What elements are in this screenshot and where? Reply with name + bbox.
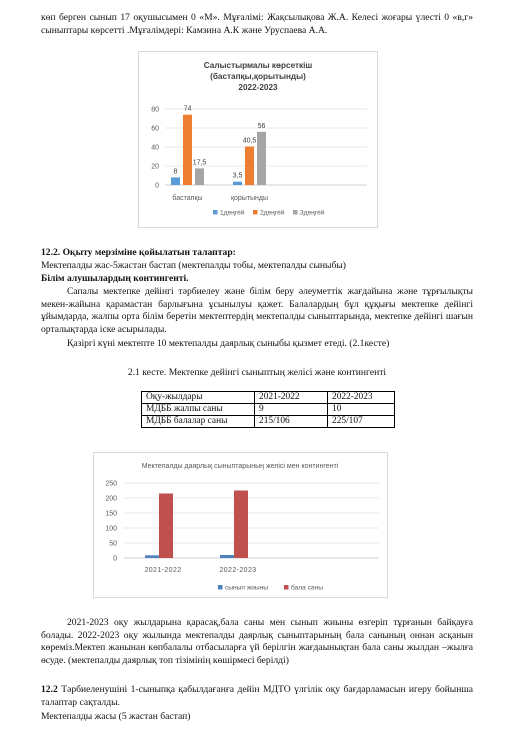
y-tick-label: 200 [105,495,117,503]
chart-title: Салыстырмалы көрсеткіш [203,61,313,70]
bar [171,177,180,185]
legend-swatch [293,210,298,215]
bar [183,115,192,185]
legend-swatch [218,585,223,590]
section2-number: 12.2 [41,684,58,695]
y-tick-label: 50 [109,540,117,548]
y-tick-label: 0 [113,555,117,563]
legend-swatch [284,585,289,590]
table-header-cell: Оқу-жылдары [142,392,255,404]
chart-contingent [93,452,388,598]
x-tick-label: 2022-2023 [219,567,257,574]
chart-comparative [138,51,378,228]
table-header-cell: 2022-2023 [328,392,395,404]
y-tick-label: 0 [155,182,159,190]
chart-contingent-svg [94,453,387,597]
bar [245,147,254,185]
table-row [142,404,395,416]
chart-comparative-svg [139,52,377,227]
paragraph-analysis: 2021-2023 оқу жылдарына қарасақ,бала саны мен сынып жиыны өзгеріп тұрғанын байқауға болады. 2022-2023 оқу жылында мектепалды даярлық сыныптарының бала санының оннан асқанын көреміз.Мектеп жанынан көпбалалы отбасыларға үй берілгін жағдаынықтан бала саны жылдан –жылға өсуде. (мектепалды даярлық топ тізімінің көшірмесі берілді) [41,617,473,666]
legend-label: бала саны [291,584,323,592]
table-cell: 215/106 [255,416,328,428]
legend-swatch [253,210,258,215]
paragraph-quality: Сапалы мектепке дейінгі тәрбиелеу және білім беру әлеуметтік жағдайына және тұрғылықты мекен-жайына қарамастан барлығына ұсынылуы қажет. Балалардың бұл құқығы мектепке дейінгі ұйымдарда, жалпы орта білім беретін мектептердің мектепалды сыныптарында, мектепке дейінгі шағын орталықтарда іске асырылады. [41,286,473,335]
bar [234,491,248,559]
legend-label: 3деңгей [300,209,325,217]
bar [145,555,159,558]
table-caption: 2.1 кесте. Мектепке дейінгі сыныптың желісі және контингенті [127,367,387,378]
y-tick-label: 40 [151,144,159,152]
x-tick-label: 2021-2022 [144,567,182,574]
bar [195,168,204,185]
age-line: Мектепалды жас-5жастан бастап (мектепалды тобы, мектепалды сыныбы) [41,260,346,271]
bar [257,132,266,185]
y-tick-label: 80 [151,106,159,114]
data-label: 8 [173,168,178,176]
chart-title: (бастапқы,қорытынды) [210,72,306,81]
bar [233,182,242,185]
last-line: Мектепалды жасы (5 жастан бастап) [41,711,191,722]
table-header-row [142,392,395,404]
section2-text: Тәрбиеленушіні 1-сыныпқа қабылдағанға дейін МДТО үлгілік оқу бағдарламасын игеру бойынша талаптар сақталды. [41,684,473,708]
table-cell: 9 [255,404,328,416]
legend-swatch [213,210,218,215]
y-tick-label: 20 [151,163,159,171]
chart-title: Мектепалды даярлық сыныптарының желісі мен контингенті [141,463,339,470]
x-tick-label: қорытынды [230,195,269,202]
chart-title: 2022-2023 [238,83,278,92]
legend-label: сынып жиыны [225,584,269,592]
table-header-cell: 2021-2022 [255,392,328,404]
bar [220,555,234,558]
y-tick-label: 150 [105,510,117,518]
section-title: 12.2. Оқыту мерзіміне қойылатын талаптар: [41,247,236,258]
y-tick-label: 60 [151,125,159,133]
bar [159,494,173,559]
y-tick-label: 250 [105,480,117,488]
table-cell: МДББ жалпы саны [142,404,255,416]
data-label: 3,5 [232,172,243,180]
table-row [142,416,395,428]
x-tick-label: бастапқы [172,195,203,202]
data-label: 56 [257,122,266,130]
intro-paragraph: көп берген сынып 17 оқушысымен 0 «М». Мұғалімі: Жақсылықова Ж.А. Келесі жоғары үлесті 0 «в,г» сыныптары көрсетті .Мұғалімдері: Камзина А.К және Уруспаева А.А. [41,12,473,36]
table-cell: МДББ балалар саны [142,416,255,428]
data-label: 17,5 [192,159,207,167]
legend-label: 2деңгей [260,209,285,217]
table-cell: 225/107 [328,416,395,428]
contingent-table [141,391,395,428]
paragraph-current: Қазіргі күні мектепте 10 мектепалды даярлық сыныбы қызмет етеді. (2.1кесте) [67,338,390,349]
y-tick-label: 100 [105,525,117,533]
data-label: 74 [183,105,192,113]
data-label: 40,5 [242,137,257,145]
legend-label: 1деңгей [220,209,245,217]
table-cell: 10 [328,404,395,416]
contingent-title: Білім алушылардың контингенті. [41,273,189,284]
section2-paragraph [41,684,473,709]
